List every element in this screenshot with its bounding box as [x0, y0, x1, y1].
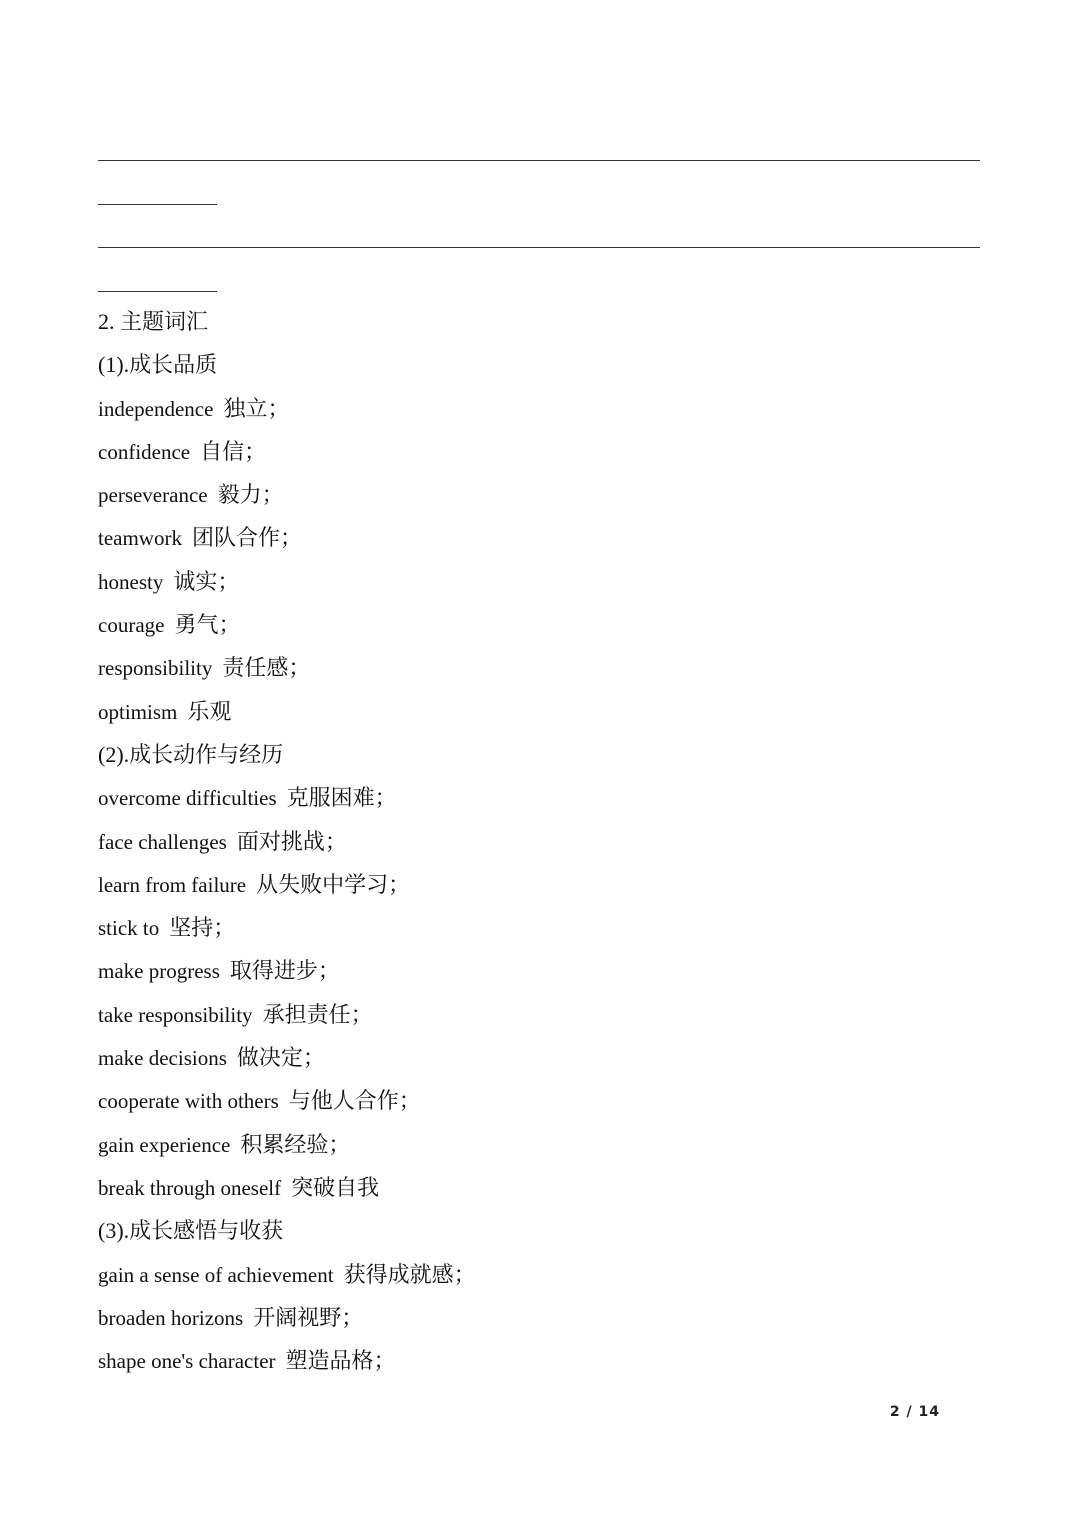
group-heading: (1).成长品质	[98, 352, 218, 378]
vocab-zh: 塑造品格；	[285, 1348, 396, 1374]
vocab-zh: 责任感；	[222, 655, 311, 681]
vocab-en: shape one's character	[98, 1349, 276, 1374]
vocab-item	[98, 1339, 998, 1382]
vocab-en: optimism	[98, 699, 178, 724]
vocab-en: confidence	[98, 439, 191, 464]
vocab-item	[98, 820, 998, 863]
vocab-zh: 乐观	[187, 698, 232, 724]
answer-line	[98, 247, 980, 248]
vocab-en: learn from failure	[98, 872, 247, 897]
vocab-en: make progress	[98, 959, 220, 984]
vocab-item	[98, 1036, 998, 1079]
section-title: 2. 主题词汇	[98, 309, 209, 334]
vocab-zh: 诚实；	[173, 568, 240, 594]
vocab-zh: 与他人合作；	[288, 1088, 421, 1114]
vocab-zh: 自信；	[200, 438, 267, 464]
vocab-en: teamwork	[98, 526, 182, 551]
answer-line-short	[98, 204, 217, 205]
vocab-en: responsibility	[98, 656, 213, 681]
vocab-zh: 勇气；	[174, 612, 241, 638]
vocab-en: gain a sense of achievement	[98, 1262, 334, 1287]
vocab-en: honesty	[98, 569, 164, 594]
vocab-item	[98, 387, 998, 430]
vocab-zh: 独立；	[223, 395, 290, 421]
vocab-zh: 坚持；	[169, 915, 236, 941]
vocab-en: cooperate with others	[98, 1089, 279, 1114]
vocab-item	[98, 1123, 998, 1166]
vocab-en: perseverance	[98, 483, 208, 508]
page-number: 2 / 14	[889, 1404, 940, 1420]
vocab-zh: 获得成就感；	[343, 1261, 476, 1287]
vocab-zh: 团队合作；	[191, 525, 302, 551]
vocab-item	[98, 1079, 998, 1122]
vocab-item	[98, 430, 998, 473]
vocab-en: independence	[98, 396, 214, 421]
answer-line	[98, 160, 980, 161]
vocabulary-section	[98, 300, 998, 1382]
vocab-item	[98, 473, 998, 516]
vocab-en: gain experience	[98, 1132, 231, 1157]
vocab-zh: 突破自我	[291, 1174, 380, 1200]
vocab-en: make decisions	[98, 1046, 227, 1071]
vocab-zh: 从失败中学习；	[256, 871, 411, 897]
vocab-item	[98, 560, 998, 603]
vocab-en: stick to	[98, 916, 160, 941]
answer-line-short	[98, 291, 217, 292]
vocab-item	[98, 949, 998, 992]
vocab-item	[98, 516, 998, 559]
vocab-item	[98, 1253, 998, 1296]
vocab-item	[98, 863, 998, 906]
group-heading: (3).成长感悟与收获	[98, 1218, 284, 1244]
vocab-zh: 面对挑战；	[236, 828, 347, 854]
vocab-item	[98, 1166, 998, 1209]
vocab-item	[98, 776, 998, 819]
vocab-en: face challenges	[98, 829, 227, 854]
vocab-item	[98, 646, 998, 689]
vocab-item	[98, 690, 998, 733]
vocab-en: take responsibility	[98, 1002, 253, 1027]
vocab-en: break through oneself	[98, 1175, 282, 1200]
group-heading: (2).成长动作与经历	[98, 741, 284, 767]
vocab-item	[98, 603, 998, 646]
vocab-zh: 做决定；	[236, 1045, 325, 1071]
vocab-zh: 积累经验；	[240, 1131, 351, 1157]
vocab-item	[98, 906, 998, 949]
vocab-item	[98, 1296, 998, 1339]
vocab-zh: 承担责任；	[262, 1001, 373, 1027]
vocab-item	[98, 993, 998, 1036]
vocab-zh: 毅力；	[217, 482, 284, 508]
vocab-zh: 开阔视野；	[253, 1304, 364, 1330]
vocab-zh: 取得进步；	[229, 958, 340, 984]
vocab-zh: 克服困难；	[286, 785, 397, 811]
vocab-en: courage	[98, 613, 165, 638]
vocab-en: overcome difficulties	[98, 786, 277, 811]
vocab-en: broaden horizons	[98, 1305, 244, 1330]
